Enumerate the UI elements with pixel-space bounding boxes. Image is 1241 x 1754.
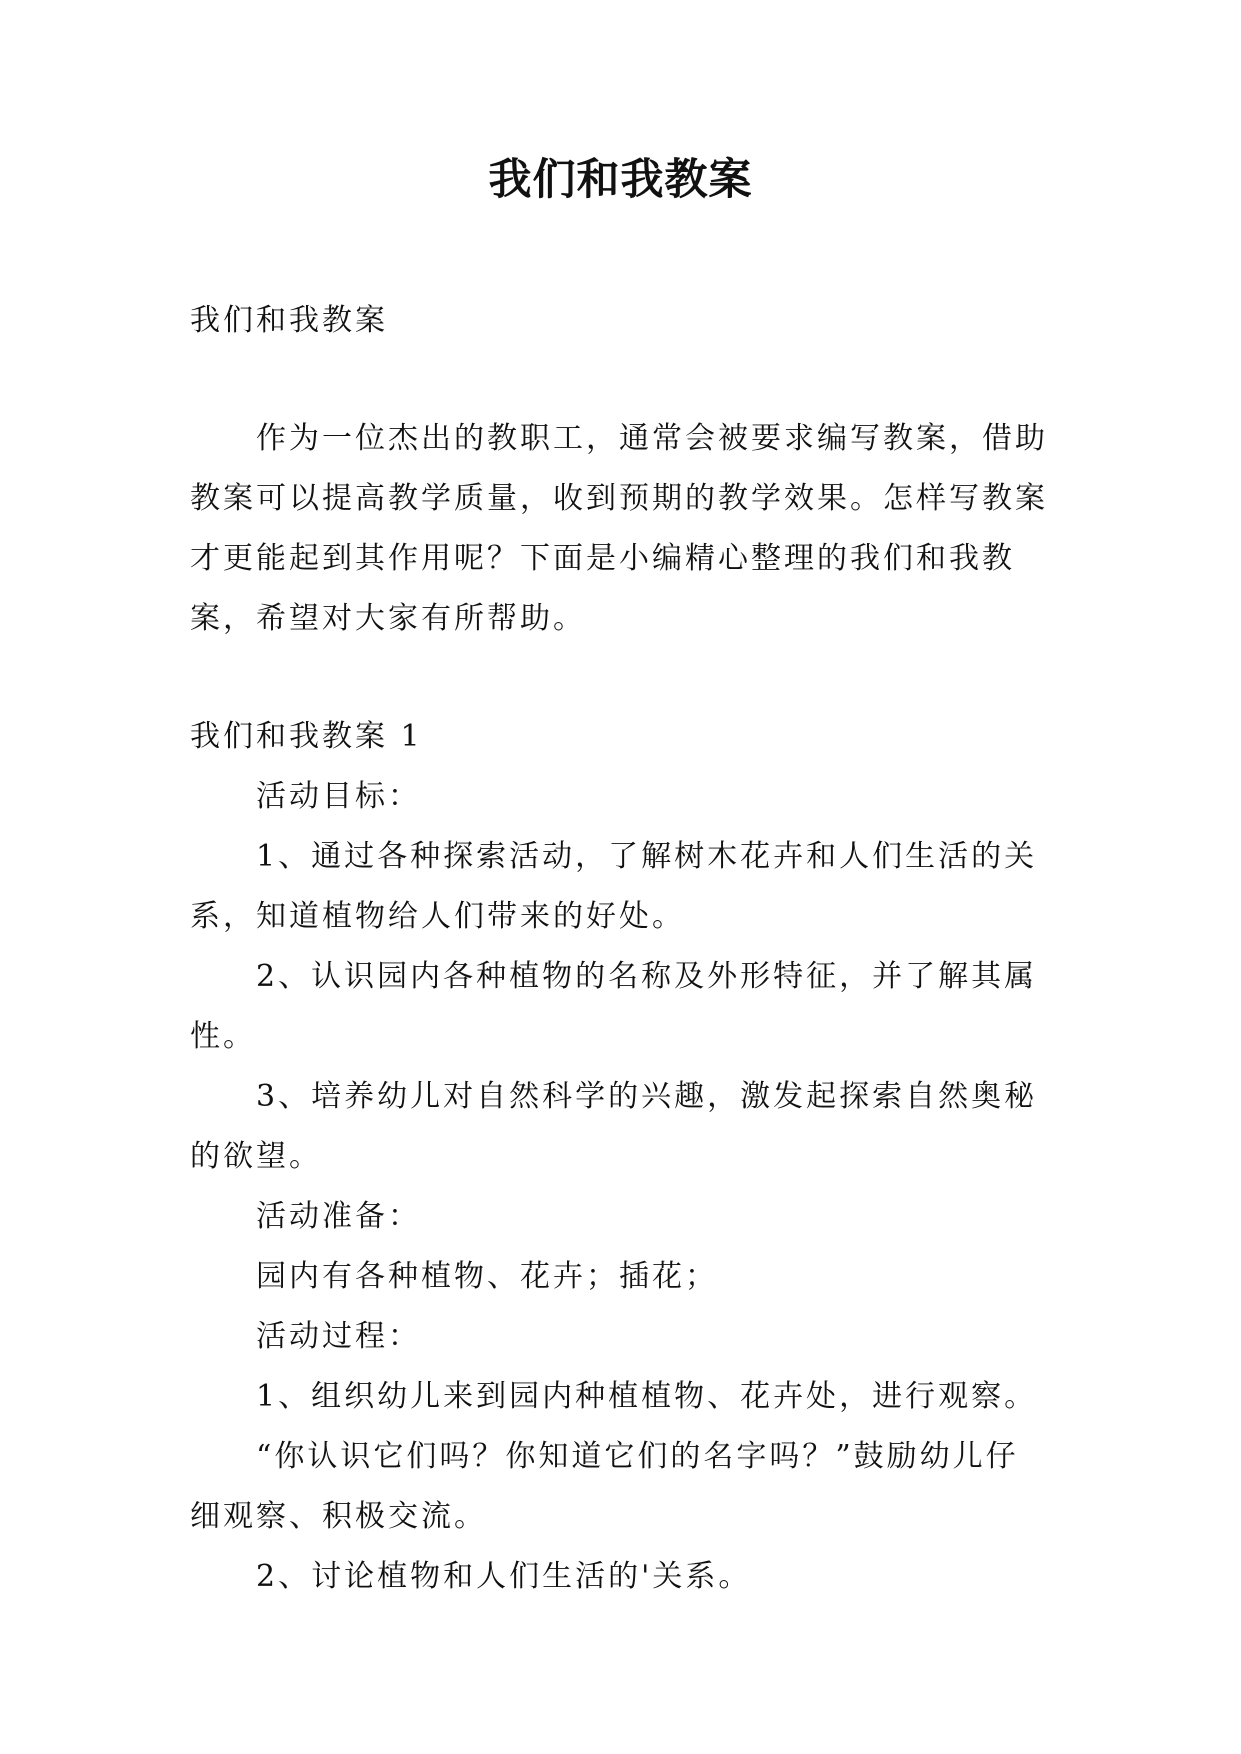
paragraph-intro: 作为一位杰出的教职工，通常会被要求编写教案，借助教案可以提高教学质量，收到预期的教学效果。怎样写教案才更能起到其作用呢？下面是小编精心整理的我们和我教案，希望对大家有所帮助。 (190, 421, 1048, 636)
paragraph-goal-2: 2、认识园内各种植物的名称及外形特征，并了解其属性。 (190, 959, 1038, 1054)
section-heading: 我们和我教案 1 (190, 719, 423, 754)
paragraph-process-1: 1、组织幼儿来到园内种植植物、花卉处，进行观察。 (256, 1379, 1038, 1414)
paragraph-heading: 我们和我教案 (190, 303, 388, 338)
paragraph-preparation-label: 活动准备： (256, 1199, 421, 1234)
paragraph-process-quote: “你认识它们吗？你知道它们的名字吗？”鼓励幼儿仔细观察、积极交流。 (190, 1439, 1019, 1534)
document-title: 我们和我教案 (488, 155, 753, 205)
paragraph-goal-3: 3、培养幼儿对自然科学的兴趣，激发起探索自然奥秘的欲望。 (190, 1079, 1038, 1174)
paragraph-preparation: 园内有各种植物、花卉；插花； (256, 1259, 718, 1294)
paragraph-goal-1: 1、通过各种探索活动，了解树木花卉和人们生活的关系，知道植物给人们带来的好处。 (190, 839, 1038, 934)
paragraph-activity-goal-label: 活动目标： (256, 779, 421, 814)
paragraph-process-2: 2、讨论植物和人们生活的'关系。 (256, 1559, 752, 1594)
paragraph-process-label: 活动过程： (256, 1319, 421, 1354)
document-body (190, 291, 1050, 1607)
